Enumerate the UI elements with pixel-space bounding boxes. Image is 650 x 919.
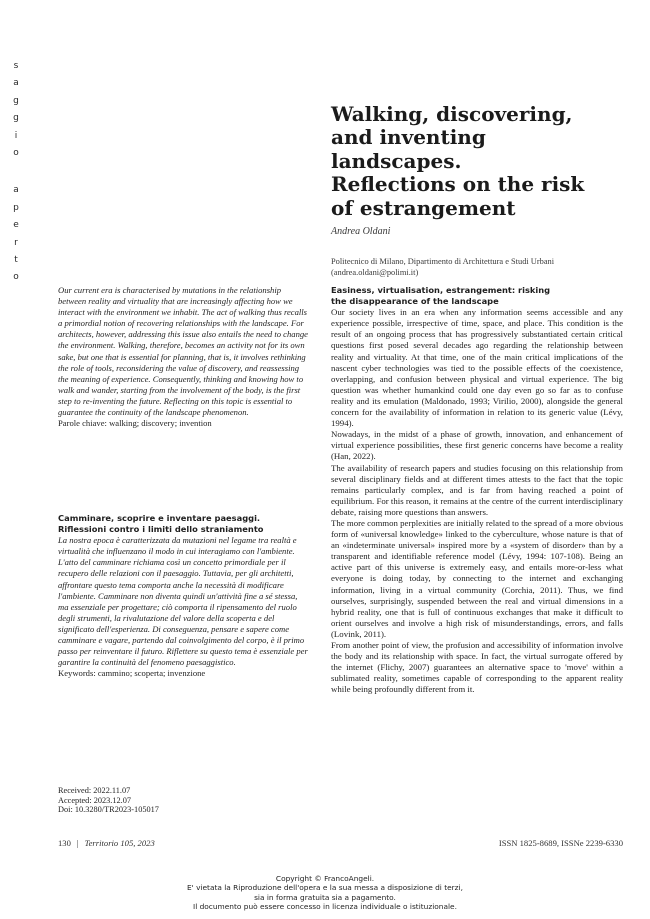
abstract-it-keywords: Keywords: cammino; scoperta; invenzione (58, 668, 206, 679)
affiliation-email[interactable]: (andrea.oldani@polimi.it) (331, 268, 419, 277)
page-footer-left (58, 838, 155, 848)
copyright-notice (0, 874, 650, 912)
title-line: Walking, discovering, (331, 102, 573, 126)
section-tab-letter: r (14, 237, 18, 248)
body-paragraph: Nowadays, in the midst of a phase of growth, innovation, and enhancement of virtual experience possibilities, these first generic concerns have become a reality (Han, 2022). (331, 429, 623, 462)
body-paragraph: The availability of research papers and studies focusing on this relationship from several disciplinary fields and at different times attests to the fact that the topic remains particularly complex, and is far from having reached a point of equilibrium. For this reason, it remains at the centre of the current interdisciplinary debate, raising more questions than answers. (331, 462, 623, 517)
copyright-line: sia in forma gratuita sia a pagamento. (254, 892, 396, 902)
received-date: Received: 2022.11.07 (58, 786, 131, 795)
section-tab-letter: g (13, 113, 19, 124)
heading-line: Riflessioni contro i limiti dello straniamento (58, 524, 264, 535)
abstract-en-keywords: Parole chiave: walking; discovery; invention (58, 418, 212, 429)
article-title (331, 103, 631, 220)
heading-line: the disappearance of the landscape (331, 296, 499, 307)
section-tab-letter: a (13, 78, 19, 89)
body-paragraph: The more common perplexities are initially related to the spread of a more obvious form of «universal knowledge» linked to the cyberculture, whose nature is that of an «indeterminate universal» inspired more by a «system of disorder» than by a transparent and identifiable reference model (Lévy, 1994: 107-108). Being an active part of this universe is extremely easy, and entails more-or-less what everyone is doing today, by connecting to the internet and exchanging information, living in a virtual community (Corchia, 2011). Thus, we find ourselves, surprisingly, suspended between the real and virtual dimensions in a hybrid reality, one that is full of continuous exchanges that make it difficult to orient ourselves and involve a high risk of misunderstandings, errors, and falls (Lovink, 2011). (331, 517, 623, 639)
section-tab-letter: i (14, 130, 18, 141)
journal-name: Territorio 105, 2023 (84, 838, 155, 848)
heading-line: Easiness, virtualisation, estrangement: risking (331, 285, 551, 295)
body-paragraph: From another point of view, the profusion and accessibility of information involve the body and its relationship with space. In fact, the virtual surrogate offered by the internet (Flichy, 2007) guarantees an alternative space to 'move' within a sublimated reality, sometimes capable of corresponding to the apparent reality while being profoundly different from it. (331, 640, 623, 695)
abstract-it-heading (58, 513, 310, 535)
footer-separator: | (76, 838, 79, 848)
abstract-italian (58, 513, 310, 679)
article-dates (58, 786, 310, 815)
title-line: landscapes. (331, 148, 462, 173)
section-tab-letter: o (13, 147, 19, 158)
section-tab-letter: g (13, 95, 19, 106)
section-tab-letter: s (13, 61, 19, 71)
section-heading (331, 285, 623, 307)
copyright-line: Copyright © FrancoAngeli. (275, 874, 375, 883)
section-tab (10, 58, 22, 287)
title-line: and inventing (331, 125, 486, 150)
section-tab-letter: t (14, 254, 18, 265)
section-tab-letter: a (13, 185, 19, 196)
copyright-line: Il documento può essere concesso in licenza individuale o istituzionale. (193, 902, 457, 912)
title-line: Reflections on the risk (331, 172, 585, 197)
author-name: Andrea Oldani (331, 226, 391, 237)
abstract-english (58, 285, 310, 429)
abstract-en-text: Our current era is characterised by mutations in the relationship between reality and virtuality that are increasingly affecting how we interact with the environment we inhabit. The act of walking thus recalls a primordial notion of recovering relationships with the landscape. For architects, however, addressing this issue also entails the need to change the environment. Walking, therefore, becomes an activity not for its own sake, but one that is essential for planning, that is, it involves rethinking the role of tools, reconsidering the value of discovery, and reassessing the meaning of experience. Consequently, thinking and knowing how to walk and wander, starting from the involvement of the body, is the first step to re-inventing the future. Reflecting on this topic is essential to guarantee the continuity of the landscape phenomenon. (58, 285, 308, 418)
heading-line: Camminare, scoprire e inventare paesaggi. (58, 513, 261, 523)
title-line: of estrangement (331, 195, 516, 220)
page-number: 130 (58, 838, 71, 848)
section-tab-letter: e (13, 220, 19, 231)
author-affiliation (331, 256, 631, 278)
section-tab-letter: o (13, 272, 19, 283)
abstract-it-text: La nostra epoca è caratterizzata da mutazioni nel legame tra realtà e virtualità che influenzano il modo in cui interagiamo con l'ambiente. L'atto del camminare richiama così un concetto primordiale per il recupero delle relazioni con il paesaggio. Tuttavia, per gli architetti, affrontare questo tema comporta anche la necessità di modificare l'ambiente. Camminare non diventa quindi un'attività fine a sé stessa, ma essenziale per progettare; ciò comporta il ripensamento del ruolo degli strumenti, la rivalutazione del valore della scoperta e del significato dell'esperienza. Di conseguenza, pensare e sapere come camminare e vagare, partendo dal coinvolgimento del corpo, è il primo passo per reinventare il futuro. Riflettere su questo tema è essenziale per garantire la continuità del fenomeno paesaggistico. (58, 535, 308, 668)
doi[interactable]: Doi: 10.3280/TR2023-105017 (58, 805, 159, 815)
copyright-line: E' vietata la Riproduzione dell'opera e la sua messa a disposizione di terzi, (187, 883, 463, 893)
affiliation-line: Politecnico di Milano, Dipartimento di Architettura e Studi Urbani (331, 257, 555, 266)
body-paragraph: Our society lives in an era when any information seems accessible and any experience possible, irrespective of time, space, and place. This condition is the result of an ongoing process that has progressively substantiated certain critical questions first posed several decades ago regarding the relationship between reality and virtuality. At that time, one of the main critical implications of the nascent cyber technologies was tied to the possible effects of the coexistence, overlapping, and confusion between physical and virtual experience. The big question was whether humankind could one day even go so far as to confuse reality and its emulation (Maldonado, 1993; Virilio, 2000), alongside the general concern for the availability of information in relation to its generic value (Lévy, 1994). (331, 307, 623, 429)
accepted-date: Accepted: 2023.12.07 (58, 795, 132, 805)
body-text-column (331, 285, 623, 695)
section-tab-letter: p (13, 202, 19, 213)
issn-label: ISSN 1825-8689, ISSNe 2239-6330 (498, 838, 623, 848)
